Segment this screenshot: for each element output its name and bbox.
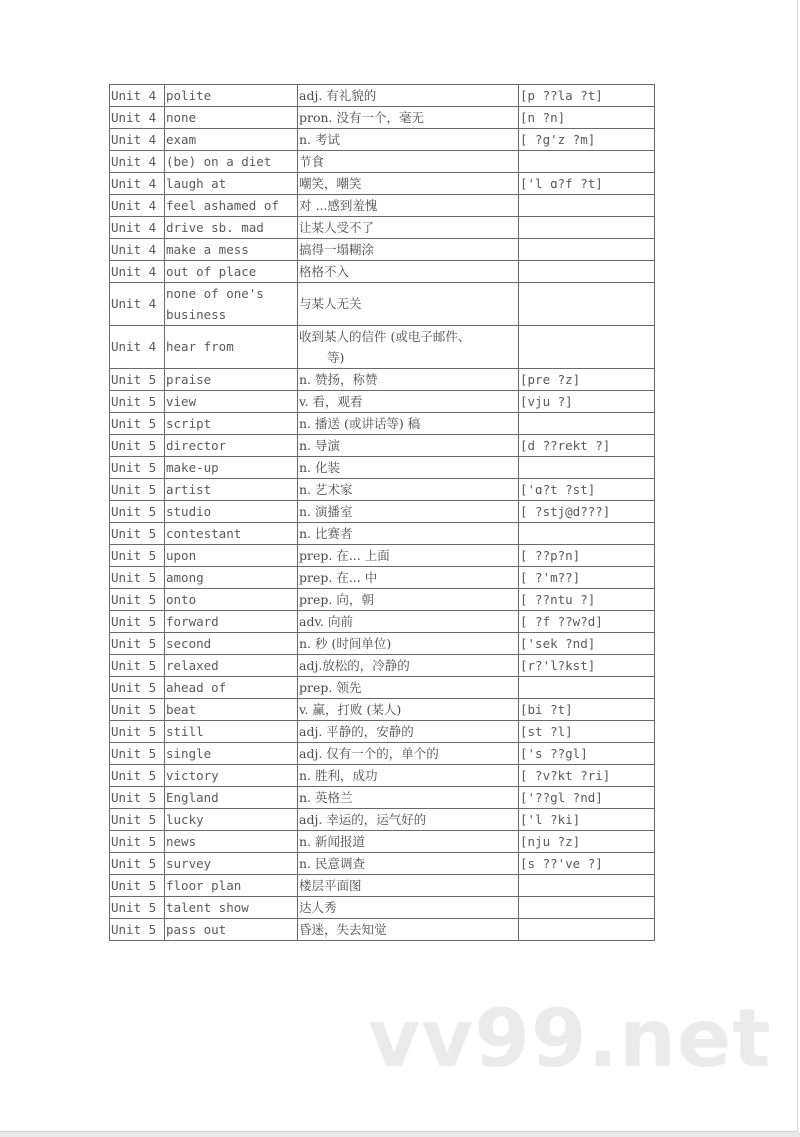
- meaning-cell: 嘲笑，嘲笑: [298, 173, 519, 195]
- phonetic-cell: [519, 523, 655, 545]
- word-line: none of one's: [166, 286, 264, 301]
- meaning-cell: prep. 在... 上面: [298, 545, 519, 567]
- table-row: [110, 217, 655, 239]
- word-cell: script: [165, 413, 298, 435]
- table-row: [110, 326, 655, 369]
- meaning-cell: adj. 有礼貌的: [298, 85, 519, 107]
- word-cell: feel ashamed of: [165, 195, 298, 217]
- table-row: [110, 853, 655, 875]
- word-cell: laugh at: [165, 173, 298, 195]
- table-row: [110, 239, 655, 261]
- word-cell: [165, 283, 298, 326]
- word-cell: upon: [165, 545, 298, 567]
- table-row: [110, 129, 655, 151]
- unit-cell: Unit 5: [110, 589, 165, 611]
- meaning-cell: v. 看，观看: [298, 391, 519, 413]
- meaning-cell: prep. 向，朝: [298, 589, 519, 611]
- word-cell: England: [165, 787, 298, 809]
- vocabulary-table: [109, 84, 655, 941]
- unit-cell: Unit 5: [110, 413, 165, 435]
- word-cell: single: [165, 743, 298, 765]
- word-cell: victory: [165, 765, 298, 787]
- table-row: [110, 919, 655, 941]
- watermark: vv99.net: [368, 992, 772, 1085]
- meaning-cell: adj.放松的，冷静的: [298, 655, 519, 677]
- unit-cell: Unit 5: [110, 479, 165, 501]
- unit-cell: Unit 5: [110, 809, 165, 831]
- meaning-cell: adv. 向前: [298, 611, 519, 633]
- meaning-cell: n. 艺术家: [298, 479, 519, 501]
- phonetic-cell: [519, 919, 655, 941]
- table-row: [110, 195, 655, 217]
- table-row: [110, 369, 655, 391]
- table-row: [110, 545, 655, 567]
- unit-cell: Unit 4: [110, 195, 165, 217]
- phonetic-cell: [519, 326, 655, 369]
- table-row: [110, 831, 655, 853]
- meaning-cell: n. 化装: [298, 457, 519, 479]
- table-row: [110, 699, 655, 721]
- phonetic-cell: [ ?'m??]: [519, 567, 655, 589]
- phonetic-cell: [nju ?z]: [519, 831, 655, 853]
- word-cell: contestant: [165, 523, 298, 545]
- meaning-cell: [298, 326, 519, 369]
- phonetic-cell: [519, 283, 655, 326]
- word-cell: news: [165, 831, 298, 853]
- unit-cell: Unit 5: [110, 545, 165, 567]
- unit-cell: Unit 4: [110, 283, 165, 326]
- table-row: [110, 897, 655, 919]
- word-cell: lucky: [165, 809, 298, 831]
- table-row: [110, 107, 655, 129]
- meaning-cell: n. 新闻报道: [298, 831, 519, 853]
- unit-cell: Unit 4: [110, 239, 165, 261]
- word-cell: make a mess: [165, 239, 298, 261]
- meaning-cell: n. 比赛者: [298, 523, 519, 545]
- unit-cell: Unit 4: [110, 151, 165, 173]
- meaning-cell: n. 播送 (或讲话等) 稿: [298, 413, 519, 435]
- meaning-cell: v. 赢，打败 (某人): [298, 699, 519, 721]
- phonetic-cell: [ ?f ??w?d]: [519, 611, 655, 633]
- phonetic-cell: [519, 261, 655, 283]
- page-bottom-edge: [0, 1132, 800, 1137]
- phonetic-cell: [519, 677, 655, 699]
- meaning-cell: n. 赞扬，称赞: [298, 369, 519, 391]
- phonetic-cell: ['ɑ?t ?st]: [519, 479, 655, 501]
- word-cell: none: [165, 107, 298, 129]
- phonetic-cell: [519, 413, 655, 435]
- meaning-cell: n. 胜利，成功: [298, 765, 519, 787]
- table-row: [110, 611, 655, 633]
- word-cell: talent show: [165, 897, 298, 919]
- phonetic-cell: ['??gl ?nd]: [519, 787, 655, 809]
- phonetic-cell: [ ?v?kt ?ri]: [519, 765, 655, 787]
- table-row: [110, 261, 655, 283]
- word-cell: artist: [165, 479, 298, 501]
- meaning-cell: 昏迷，失去知觉: [298, 919, 519, 941]
- table-row: [110, 151, 655, 173]
- phonetic-cell: ['sek ?nd]: [519, 633, 655, 655]
- phonetic-cell: [519, 239, 655, 261]
- word-cell: out of place: [165, 261, 298, 283]
- table-row: [110, 457, 655, 479]
- phonetic-cell: [n ?n]: [519, 107, 655, 129]
- unit-cell: Unit 5: [110, 369, 165, 391]
- word-cell: second: [165, 633, 298, 655]
- word-cell: ahead of: [165, 677, 298, 699]
- word-cell: forward: [165, 611, 298, 633]
- phonetic-cell: [ ??ntu ?]: [519, 589, 655, 611]
- unit-cell: Unit 5: [110, 897, 165, 919]
- word-cell: exam: [165, 129, 298, 151]
- meaning-cell: 对 ...感到羞愧: [298, 195, 519, 217]
- phonetic-cell: [519, 195, 655, 217]
- unit-cell: Unit 5: [110, 721, 165, 743]
- table-row: [110, 875, 655, 897]
- meaning-cell: adj. 仅有一个的，单个的: [298, 743, 519, 765]
- phonetic-cell: [bi ?t]: [519, 699, 655, 721]
- meaning-cell: 让某人受不了: [298, 217, 519, 239]
- phonetic-cell: [ ??p?n]: [519, 545, 655, 567]
- unit-cell: Unit 5: [110, 743, 165, 765]
- table-row: [110, 743, 655, 765]
- unit-cell: Unit 5: [110, 523, 165, 545]
- word-cell: praise: [165, 369, 298, 391]
- table-row: [110, 765, 655, 787]
- unit-cell: Unit 4: [110, 85, 165, 107]
- unit-cell: Unit 5: [110, 501, 165, 523]
- unit-cell: Unit 4: [110, 217, 165, 239]
- phonetic-cell: ['l ɑ?f ?t]: [519, 173, 655, 195]
- meaning-line: 等): [327, 350, 345, 365]
- meaning-cell: n. 导演: [298, 435, 519, 457]
- word-cell: still: [165, 721, 298, 743]
- meaning-cell: 与某人无关: [298, 283, 519, 326]
- table-row: [110, 633, 655, 655]
- table-row: [110, 173, 655, 195]
- phonetic-cell: [ ?g'z ?m]: [519, 129, 655, 151]
- word-cell: director: [165, 435, 298, 457]
- phonetic-cell: [s ??'ve ?]: [519, 853, 655, 875]
- phonetic-cell: ['l ?ki]: [519, 809, 655, 831]
- meaning-cell: 格格不入: [298, 261, 519, 283]
- phonetic-cell: [519, 897, 655, 919]
- unit-cell: Unit 5: [110, 787, 165, 809]
- unit-cell: Unit 4: [110, 173, 165, 195]
- word-cell: view: [165, 391, 298, 413]
- meaning-cell: 达人秀: [298, 897, 519, 919]
- unit-cell: Unit 5: [110, 831, 165, 853]
- unit-cell: Unit 5: [110, 875, 165, 897]
- unit-cell: Unit 5: [110, 655, 165, 677]
- word-cell: beat: [165, 699, 298, 721]
- word-cell: polite: [165, 85, 298, 107]
- meaning-cell: n. 秒 (时间单位): [298, 633, 519, 655]
- table-row: [110, 413, 655, 435]
- unit-cell: Unit 5: [110, 765, 165, 787]
- meaning-cell: pron. 没有一个，毫无: [298, 107, 519, 129]
- table-row: [110, 721, 655, 743]
- table-row: [110, 655, 655, 677]
- table-row: [110, 85, 655, 107]
- meaning-cell: n. 考试: [298, 129, 519, 151]
- table-row: [110, 589, 655, 611]
- word-cell: hear from: [165, 326, 298, 369]
- phonetic-cell: [519, 457, 655, 479]
- unit-cell: Unit 4: [110, 107, 165, 129]
- table-row: [110, 787, 655, 809]
- word-cell: survey: [165, 853, 298, 875]
- meaning-line: 收到某人的信件 (或电子邮件、: [299, 329, 471, 344]
- word-cell: studio: [165, 501, 298, 523]
- table-row: [110, 523, 655, 545]
- meaning-cell: n. 演播室: [298, 501, 519, 523]
- phonetic-cell: [519, 217, 655, 239]
- meaning-cell: 楼层平面图: [298, 875, 519, 897]
- meaning-cell: 搞得一塌糊涂: [298, 239, 519, 261]
- meaning-cell: adj. 幸运的，运气好的: [298, 809, 519, 831]
- unit-cell: Unit 5: [110, 919, 165, 941]
- phonetic-cell: [519, 151, 655, 173]
- word-cell: drive sb. mad: [165, 217, 298, 239]
- meaning-cell: n. 民意调查: [298, 853, 519, 875]
- table-row: [110, 479, 655, 501]
- meaning-cell: 节食: [298, 151, 519, 173]
- unit-cell: Unit 5: [110, 567, 165, 589]
- meaning-cell: adj. 平静的，安静的: [298, 721, 519, 743]
- word-cell: pass out: [165, 919, 298, 941]
- unit-cell: Unit 5: [110, 677, 165, 699]
- unit-cell: Unit 5: [110, 611, 165, 633]
- unit-cell: Unit 4: [110, 129, 165, 151]
- phonetic-cell: ['s ??gl]: [519, 743, 655, 765]
- phonetic-cell: [519, 875, 655, 897]
- meaning-cell: prep. 在... 中: [298, 567, 519, 589]
- word-cell: onto: [165, 589, 298, 611]
- unit-cell: Unit 4: [110, 326, 165, 369]
- unit-cell: Unit 5: [110, 457, 165, 479]
- word-cell: floor plan: [165, 875, 298, 897]
- table-row: [110, 567, 655, 589]
- table-row: [110, 435, 655, 457]
- phonetic-cell: [st ?l]: [519, 721, 655, 743]
- unit-cell: Unit 5: [110, 391, 165, 413]
- table-row: [110, 501, 655, 523]
- phonetic-cell: [p ??la ?t]: [519, 85, 655, 107]
- table-row: [110, 283, 655, 326]
- phonetic-cell: [r?'l?kst]: [519, 655, 655, 677]
- unit-cell: Unit 5: [110, 699, 165, 721]
- word-line: business: [166, 307, 227, 322]
- word-cell: among: [165, 567, 298, 589]
- meaning-cell: prep. 领先: [298, 677, 519, 699]
- table-row: [110, 809, 655, 831]
- word-cell: (be) on a diet: [165, 151, 298, 173]
- table-row: [110, 677, 655, 699]
- unit-cell: Unit 5: [110, 435, 165, 457]
- unit-cell: Unit 5: [110, 853, 165, 875]
- meaning-cell: n. 英格兰: [298, 787, 519, 809]
- word-cell: relaxed: [165, 655, 298, 677]
- unit-cell: Unit 4: [110, 261, 165, 283]
- phonetic-cell: [pre ?z]: [519, 369, 655, 391]
- phonetic-cell: [vju ?]: [519, 391, 655, 413]
- word-cell: make-up: [165, 457, 298, 479]
- table-row: [110, 391, 655, 413]
- phonetic-cell: [ ?stj@d???]: [519, 501, 655, 523]
- unit-cell: Unit 5: [110, 633, 165, 655]
- phonetic-cell: [d ??rekt ?]: [519, 435, 655, 457]
